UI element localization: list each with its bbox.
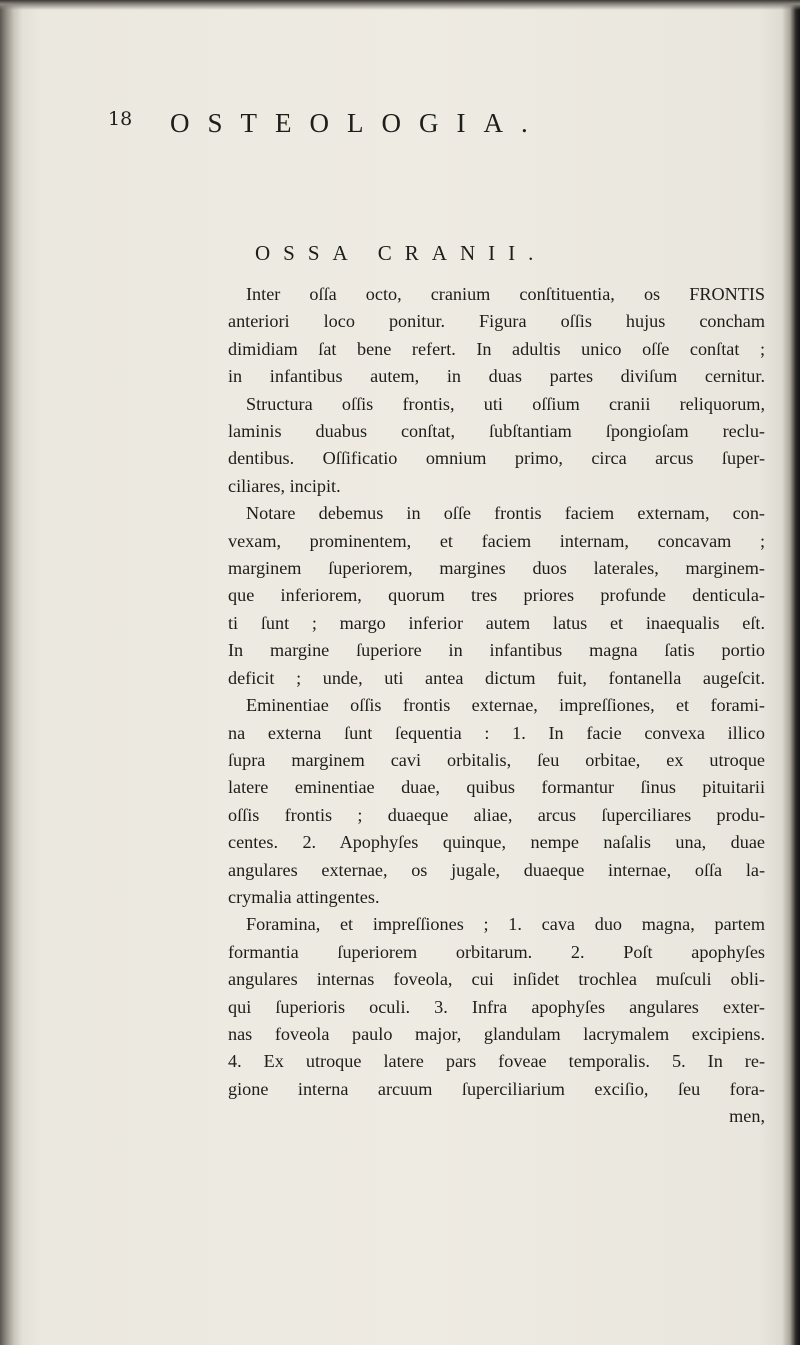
text-line: latere eminentiae duae, quibus formantur ſinus pituitarii [228,777,765,798]
text-line: centes. 2. Apophyſes quinque, nempe naſalis una, duae [228,832,765,853]
text-line: na externa ſunt ſequentia : 1. In facie convexa illico [228,722,765,743]
text-line: laminis duabus conſtat, ſubſtantiam ſpongioſam reclu- [228,421,765,442]
text-line: marginem ſuperiorem, margines duos laterales, marginem- [228,558,765,579]
text-line: formantia ſuperiorem orbitarum. 2. Poſt apophyſes [228,941,765,962]
text-line: que inferiorem, quorum tres priores profunde denticula- [228,585,765,606]
running-head: OSTEOLOGIA. [170,108,546,138]
text-line: In margine ſuperiore in infantibus magna ſatis portio [228,640,765,661]
text-line: men, [729,1106,765,1127]
text-line: dimidiam ſat bene refert. In adultis unico oſſe conſtat ; [228,338,765,359]
text-line: oſſis frontis ; duaeque aliae, arcus ſuperciliares produ- [228,804,765,825]
page-edge-shadow [782,0,800,1345]
text-line: vexam, prominentem, et faciem internam, concavam ; [228,530,765,551]
page-number: 18 [108,108,133,130]
text-line: qui ſuperioris oculi. 3. Infra apophyſes angulares exter- [228,996,765,1017]
text-line: crymalia attingentes. [228,886,380,907]
text-line: dentibus. Oſſificatio omnium primo, circa arcus ſuper- [228,448,765,469]
text-line: angulares externae, os jugale, duaeque internae, oſſa la- [228,859,765,880]
text-line: Eminentiae oſſis frontis externae, impreſſiones, et forami- [246,695,765,716]
text-line: Notare debemus in oſſe frontis faciem externam, con- [246,503,765,524]
text-line: Structura oſſis frontis, uti oſſium cranii reliquorum, [246,393,765,414]
body-text [228,281,765,1131]
section-title: OSSA CRANII. [255,241,547,265]
text-line: deficit ; unde, uti antea dictum fuit, fontanella augeſcit. [228,667,765,688]
text-line: Inter oſſa octo, cranium conſtituentia, os FRONTIS [246,284,765,304]
text-line: ciliares, incipit. [228,475,341,496]
text-line: in infantibus autem, in duas partes diviſum cernitur. [228,366,765,387]
top-edge-shadow [0,0,800,10]
text-line: Foramina, et impreſſiones ; 1. cava duo magna, partem [246,914,765,935]
page-header [0,108,800,148]
text-line: gione interna arcuum ſuperciliarium exciſio, ſeu fora- [228,1078,765,1099]
text-line: nas foveola paulo major, glandulam lacrymalem excipiens. [228,1023,765,1044]
text-line: angulares internas foveola, cui inſidet trochlea muſculi obli- [228,969,765,990]
text-line: anteriori loco ponitur. Figura oſſis hujus concham [228,311,765,332]
book-gutter-shadow [0,0,22,1345]
text-line: ſupra marginem cavi orbitalis, ſeu orbitae, ex utroque [228,749,765,770]
text-line: ti ſunt ; margo inferior autem latus et inaequalis eſt. [228,612,765,633]
text-line: 4. Ex utroque latere pars foveae temporalis. 5. In re- [228,1051,765,1072]
